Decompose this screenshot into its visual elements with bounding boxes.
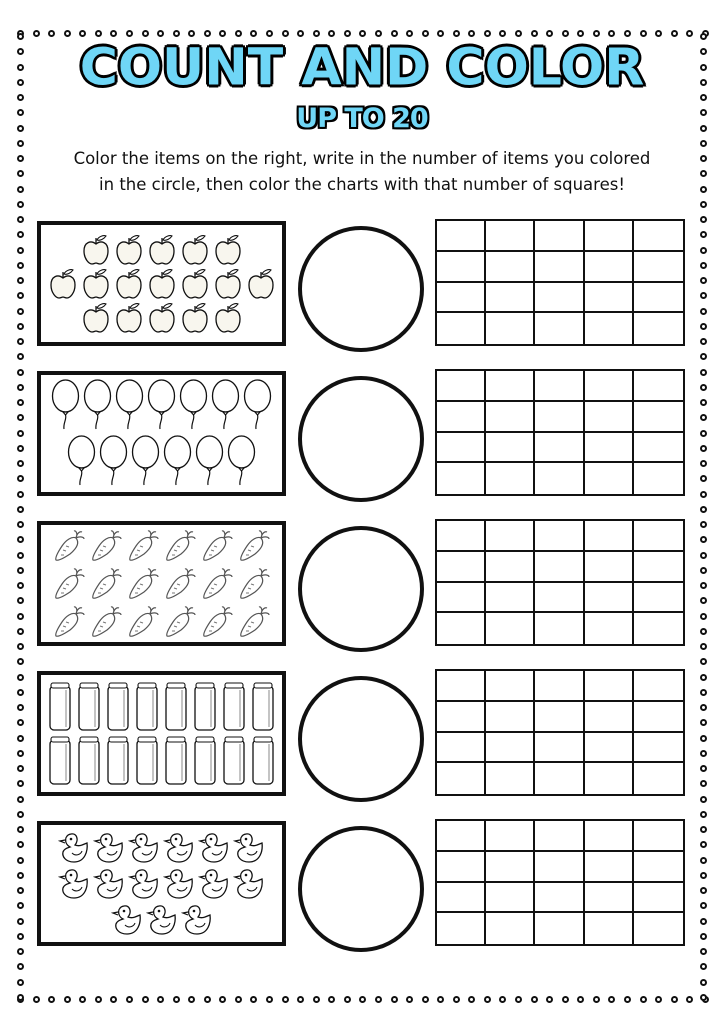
grid-square[interactable] bbox=[437, 313, 486, 344]
grid-square[interactable] bbox=[634, 702, 683, 733]
grid-square[interactable] bbox=[486, 221, 535, 252]
border-dot bbox=[686, 996, 693, 1003]
border-dot bbox=[17, 658, 24, 665]
grid-square[interactable] bbox=[437, 821, 486, 852]
border-dot bbox=[328, 996, 335, 1003]
grid-square[interactable] bbox=[634, 583, 683, 614]
grid-square[interactable] bbox=[486, 671, 535, 702]
grid-square[interactable] bbox=[535, 821, 584, 852]
carrot-icon[interactable] bbox=[126, 528, 160, 564]
can-icon[interactable] bbox=[163, 681, 189, 733]
grid-square[interactable] bbox=[535, 402, 584, 433]
grid-square[interactable] bbox=[535, 733, 584, 764]
grid-square[interactable] bbox=[585, 733, 634, 764]
grid-square[interactable] bbox=[535, 252, 584, 283]
grid-square[interactable] bbox=[585, 583, 634, 614]
can-icon[interactable] bbox=[250, 681, 276, 733]
apple-icon[interactable] bbox=[213, 268, 243, 300]
grid-square[interactable] bbox=[634, 463, 683, 494]
grid-square[interactable] bbox=[437, 552, 486, 583]
carrot-icon[interactable] bbox=[89, 528, 123, 564]
carrot-icon[interactable] bbox=[200, 604, 234, 640]
apple-icon[interactable] bbox=[147, 302, 177, 334]
apple-icon[interactable] bbox=[180, 302, 210, 334]
border-dot bbox=[17, 811, 24, 818]
border-dot bbox=[655, 996, 662, 1003]
apple-icon[interactable] bbox=[147, 268, 177, 300]
grid-square[interactable] bbox=[437, 763, 486, 794]
border-bottom-dots bbox=[17, 996, 709, 1004]
grid-square[interactable] bbox=[634, 283, 683, 314]
grid-square[interactable] bbox=[535, 521, 584, 552]
grid-square[interactable] bbox=[437, 463, 486, 494]
exercise-row-balloons bbox=[0, 371, 724, 499]
duck-icon[interactable] bbox=[128, 831, 160, 865]
duck-icon[interactable] bbox=[198, 831, 230, 865]
grid-square[interactable] bbox=[585, 852, 634, 883]
carrot-icon[interactable] bbox=[200, 528, 234, 564]
can-icon[interactable] bbox=[105, 735, 131, 787]
grid-square[interactable] bbox=[437, 371, 486, 402]
can-icon[interactable] bbox=[192, 735, 218, 787]
border-dot bbox=[250, 996, 257, 1003]
border-dot bbox=[17, 948, 24, 955]
border-dot bbox=[17, 994, 24, 1001]
apple-icon[interactable] bbox=[213, 302, 243, 334]
grid-square[interactable] bbox=[634, 852, 683, 883]
border-dot bbox=[173, 996, 180, 1003]
grid-square[interactable] bbox=[585, 613, 634, 644]
apple-icon[interactable] bbox=[246, 268, 276, 300]
can-icon[interactable] bbox=[221, 735, 247, 787]
balloon-icon[interactable] bbox=[179, 379, 208, 433]
picture-box-ducks[interactable] bbox=[37, 821, 286, 946]
border-dot bbox=[33, 996, 40, 1003]
picture-box-apples[interactable] bbox=[37, 221, 286, 346]
grid-square[interactable] bbox=[486, 852, 535, 883]
duck-icon[interactable] bbox=[93, 867, 125, 901]
grid-square[interactable] bbox=[585, 433, 634, 464]
picture-row bbox=[52, 604, 271, 640]
grid-square[interactable] bbox=[585, 313, 634, 344]
grid-square[interactable] bbox=[535, 852, 584, 883]
grid-square[interactable] bbox=[486, 883, 535, 914]
carrot-icon[interactable] bbox=[163, 604, 197, 640]
grid-square[interactable] bbox=[437, 252, 486, 283]
ten-frame-grid-carrots bbox=[435, 519, 685, 646]
can-icon[interactable] bbox=[105, 681, 131, 733]
border-dot bbox=[64, 996, 71, 1003]
grid-square[interactable] bbox=[437, 733, 486, 764]
border-dot bbox=[593, 996, 600, 1003]
page-subtitle: UP TO 20 bbox=[296, 103, 428, 134]
grid-square[interactable] bbox=[634, 733, 683, 764]
grid-square[interactable] bbox=[634, 671, 683, 702]
border-dot bbox=[110, 996, 117, 1003]
border-dot bbox=[499, 996, 506, 1003]
duck-icon[interactable] bbox=[111, 903, 143, 937]
border-dot bbox=[700, 201, 707, 208]
can-icon[interactable] bbox=[221, 681, 247, 733]
border-dot bbox=[17, 963, 24, 970]
border-dot bbox=[391, 996, 398, 1003]
duck-icon[interactable] bbox=[163, 831, 195, 865]
border-dot bbox=[671, 996, 678, 1003]
grid-square[interactable] bbox=[585, 221, 634, 252]
grid-square[interactable] bbox=[535, 283, 584, 314]
grid-square[interactable] bbox=[437, 852, 486, 883]
border-dot bbox=[700, 506, 707, 513]
grid-square[interactable] bbox=[486, 283, 535, 314]
exercise-row-carrots bbox=[0, 521, 724, 649]
grid-square[interactable] bbox=[535, 913, 584, 944]
duck-icon[interactable] bbox=[146, 903, 178, 937]
grid-square[interactable] bbox=[585, 283, 634, 314]
border-dot bbox=[515, 996, 522, 1003]
instructions-line-2: in the circle, then color the charts with that number of squares! bbox=[99, 175, 625, 194]
duck-icon[interactable] bbox=[93, 831, 125, 865]
duck-icon[interactable] bbox=[233, 867, 265, 901]
grid-square[interactable] bbox=[437, 402, 486, 433]
grid-square[interactable] bbox=[437, 702, 486, 733]
grid-square[interactable] bbox=[486, 402, 535, 433]
grid-square[interactable] bbox=[437, 671, 486, 702]
worksheet-header bbox=[0, 36, 724, 100]
border-dot bbox=[608, 996, 615, 1003]
grid-square[interactable] bbox=[634, 402, 683, 433]
border-dot bbox=[562, 996, 569, 1003]
grid-square[interactable] bbox=[535, 763, 584, 794]
apple-icon[interactable] bbox=[114, 234, 144, 266]
border-dot bbox=[188, 996, 195, 1003]
can-icon[interactable] bbox=[134, 735, 160, 787]
border-dot bbox=[282, 996, 289, 1003]
grid-square[interactable] bbox=[437, 613, 486, 644]
grid-square[interactable] bbox=[486, 521, 535, 552]
grid-square[interactable] bbox=[634, 313, 683, 344]
border-dot bbox=[17, 979, 24, 986]
duck-icon[interactable] bbox=[58, 831, 90, 865]
ten-frame-grid-ducks bbox=[435, 819, 685, 946]
border-dot bbox=[437, 996, 444, 1003]
carrot-icon[interactable] bbox=[52, 528, 86, 564]
border-dot bbox=[640, 996, 647, 1003]
grid-square[interactable] bbox=[585, 252, 634, 283]
balloon-icon[interactable] bbox=[83, 379, 112, 433]
picture-box-carrots[interactable] bbox=[37, 521, 286, 646]
grid-square[interactable] bbox=[585, 702, 634, 733]
carrot-icon[interactable] bbox=[89, 566, 123, 602]
ten-frame-grid-cans bbox=[435, 669, 685, 796]
duck-icon[interactable] bbox=[163, 867, 195, 901]
grid-square[interactable] bbox=[585, 371, 634, 402]
carrot-icon[interactable] bbox=[52, 566, 86, 602]
balloon-icon[interactable] bbox=[51, 379, 80, 433]
duck-icon[interactable] bbox=[181, 903, 213, 937]
can-icon[interactable] bbox=[163, 735, 189, 787]
border-dot bbox=[531, 996, 538, 1003]
grid-square[interactable] bbox=[535, 583, 584, 614]
border-dot bbox=[142, 996, 149, 1003]
balloon-icon[interactable] bbox=[99, 435, 128, 489]
border-dot bbox=[468, 996, 475, 1003]
balloon-icon[interactable] bbox=[67, 435, 96, 489]
grid-square[interactable] bbox=[585, 763, 634, 794]
apple-icon[interactable] bbox=[114, 268, 144, 300]
picture-row bbox=[48, 268, 276, 300]
duck-icon[interactable] bbox=[198, 867, 230, 901]
border-dot bbox=[700, 811, 707, 818]
border-dot bbox=[700, 948, 707, 955]
picture-row bbox=[81, 234, 243, 266]
carrot-icon[interactable] bbox=[163, 566, 197, 602]
picture-row bbox=[58, 831, 265, 865]
carrot-icon[interactable] bbox=[163, 528, 197, 564]
grid-square[interactable] bbox=[585, 402, 634, 433]
border-dot bbox=[126, 996, 133, 1003]
grid-square[interactable] bbox=[437, 883, 486, 914]
instructions-line-1: Color the items on the right, write in the number of items you colored bbox=[73, 149, 651, 168]
grid-square[interactable] bbox=[535, 613, 584, 644]
border-dot bbox=[422, 996, 429, 1003]
grid-square[interactable] bbox=[585, 821, 634, 852]
grid-square[interactable] bbox=[585, 883, 634, 914]
apple-icon[interactable] bbox=[114, 302, 144, 334]
border-dot bbox=[700, 963, 707, 970]
grid-square[interactable] bbox=[535, 671, 584, 702]
border-dot bbox=[266, 996, 273, 1003]
picture-row bbox=[47, 735, 276, 787]
grid-square[interactable] bbox=[486, 371, 535, 402]
border-dot bbox=[313, 996, 320, 1003]
carrot-icon[interactable] bbox=[200, 566, 234, 602]
grid-square[interactable] bbox=[634, 252, 683, 283]
border-dot bbox=[700, 994, 707, 1001]
border-dot bbox=[79, 996, 86, 1003]
answer-circle-ducks[interactable] bbox=[298, 826, 424, 952]
carrot-icon[interactable] bbox=[237, 604, 271, 640]
grid-square[interactable] bbox=[486, 552, 535, 583]
balloon-icon[interactable] bbox=[147, 379, 176, 433]
grid-square[interactable] bbox=[634, 371, 683, 402]
grid-square[interactable] bbox=[535, 433, 584, 464]
can-icon[interactable] bbox=[134, 681, 160, 733]
can-icon[interactable] bbox=[76, 735, 102, 787]
border-dot bbox=[700, 658, 707, 665]
picture-row bbox=[52, 528, 271, 564]
ten-frame-grid-apples bbox=[435, 219, 685, 346]
border-dot bbox=[95, 996, 102, 1003]
picture-row bbox=[58, 867, 265, 901]
exercise-row-apples bbox=[0, 221, 724, 349]
apple-icon[interactable] bbox=[81, 234, 111, 266]
apple-icon[interactable] bbox=[48, 268, 78, 300]
balloon-icon[interactable] bbox=[115, 379, 144, 433]
grid-square[interactable] bbox=[634, 552, 683, 583]
grid-square[interactable] bbox=[486, 733, 535, 764]
grid-square[interactable] bbox=[486, 313, 535, 344]
border-dot bbox=[204, 996, 211, 1003]
carrot-icon[interactable] bbox=[237, 528, 271, 564]
grid-square[interactable] bbox=[437, 433, 486, 464]
border-dot bbox=[17, 201, 24, 208]
carrot-icon[interactable] bbox=[237, 566, 271, 602]
balloon-icon[interactable] bbox=[195, 435, 224, 489]
answer-circle-balloons[interactable] bbox=[298, 376, 424, 502]
grid-square[interactable] bbox=[585, 552, 634, 583]
apple-icon[interactable] bbox=[147, 234, 177, 266]
picture-box-cans[interactable] bbox=[37, 671, 286, 796]
border-dot bbox=[17, 186, 24, 193]
answer-circle-apples[interactable] bbox=[298, 226, 424, 352]
ten-frame-grid-balloons bbox=[435, 369, 685, 496]
balloon-icon[interactable] bbox=[243, 379, 272, 433]
can-icon[interactable] bbox=[192, 681, 218, 733]
duck-icon[interactable] bbox=[128, 867, 160, 901]
border-dot bbox=[219, 996, 226, 1003]
instructions bbox=[40, 146, 684, 198]
border-dot bbox=[453, 996, 460, 1003]
can-icon[interactable] bbox=[76, 681, 102, 733]
grid-square[interactable] bbox=[634, 883, 683, 914]
exercise-row-ducks bbox=[0, 821, 724, 949]
grid-square[interactable] bbox=[634, 613, 683, 644]
border-dot bbox=[359, 996, 366, 1003]
picture-row bbox=[52, 566, 271, 602]
border-dot bbox=[700, 140, 707, 147]
grid-square[interactable] bbox=[535, 371, 584, 402]
carrot-icon[interactable] bbox=[52, 604, 86, 640]
picture-row bbox=[81, 302, 243, 334]
duck-icon[interactable] bbox=[58, 867, 90, 901]
balloon-icon[interactable] bbox=[227, 435, 256, 489]
border-dot bbox=[17, 353, 24, 360]
carrot-icon[interactable] bbox=[89, 604, 123, 640]
grid-square[interactable] bbox=[634, 221, 683, 252]
border-dot bbox=[577, 996, 584, 1003]
apple-icon[interactable] bbox=[180, 268, 210, 300]
balloon-icon[interactable] bbox=[163, 435, 192, 489]
grid-square[interactable] bbox=[486, 252, 535, 283]
border-dot bbox=[624, 996, 631, 1003]
carrot-icon[interactable] bbox=[126, 604, 160, 640]
border-dot bbox=[48, 996, 55, 1003]
grid-square[interactable] bbox=[486, 763, 535, 794]
border-dot bbox=[17, 140, 24, 147]
grid-square[interactable] bbox=[634, 521, 683, 552]
grid-square[interactable] bbox=[634, 763, 683, 794]
grid-square[interactable] bbox=[437, 521, 486, 552]
picture-row bbox=[67, 435, 256, 489]
grid-square[interactable] bbox=[585, 671, 634, 702]
grid-square[interactable] bbox=[585, 521, 634, 552]
border-dot bbox=[406, 996, 413, 1003]
can-icon[interactable] bbox=[47, 735, 73, 787]
grid-square[interactable] bbox=[535, 883, 584, 914]
border-dot bbox=[700, 170, 707, 177]
grid-square[interactable] bbox=[535, 313, 584, 344]
picture-row bbox=[111, 903, 213, 937]
can-icon[interactable] bbox=[47, 681, 73, 733]
grid-square[interactable] bbox=[486, 702, 535, 733]
border-dot bbox=[700, 155, 707, 162]
grid-square[interactable] bbox=[437, 583, 486, 614]
answer-circle-cans[interactable] bbox=[298, 676, 424, 802]
grid-square[interactable] bbox=[486, 463, 535, 494]
border-dot bbox=[700, 979, 707, 986]
border-dot bbox=[17, 170, 24, 177]
grid-square[interactable] bbox=[486, 913, 535, 944]
border-dot bbox=[546, 996, 553, 1003]
duck-icon[interactable] bbox=[233, 831, 265, 865]
balloon-icon[interactable] bbox=[131, 435, 160, 489]
border-dot bbox=[17, 155, 24, 162]
border-dot bbox=[17, 506, 24, 513]
grid-square[interactable] bbox=[535, 552, 584, 583]
grid-square[interactable] bbox=[535, 463, 584, 494]
border-dot bbox=[375, 996, 382, 1003]
grid-square[interactable] bbox=[486, 613, 535, 644]
border-dot bbox=[157, 996, 164, 1003]
can-icon[interactable] bbox=[250, 735, 276, 787]
grid-square[interactable] bbox=[535, 702, 584, 733]
grid-square[interactable] bbox=[486, 821, 535, 852]
grid-square[interactable] bbox=[585, 463, 634, 494]
picture-row bbox=[47, 681, 276, 733]
grid-square[interactable] bbox=[437, 283, 486, 314]
grid-square[interactable] bbox=[634, 433, 683, 464]
grid-square[interactable] bbox=[585, 913, 634, 944]
apple-icon[interactable] bbox=[213, 234, 243, 266]
border-dot bbox=[344, 996, 351, 1003]
apple-icon[interactable] bbox=[81, 268, 111, 300]
border-dot bbox=[700, 186, 707, 193]
grid-square[interactable] bbox=[634, 821, 683, 852]
border-dot bbox=[484, 996, 491, 1003]
apple-icon[interactable] bbox=[180, 234, 210, 266]
grid-square[interactable] bbox=[486, 433, 535, 464]
border-dot bbox=[235, 996, 242, 1003]
picture-box-balloons[interactable] bbox=[37, 371, 286, 496]
grid-square[interactable] bbox=[535, 221, 584, 252]
carrot-icon[interactable] bbox=[126, 566, 160, 602]
picture-row bbox=[51, 379, 272, 433]
grid-square[interactable] bbox=[437, 913, 486, 944]
grid-square[interactable] bbox=[634, 913, 683, 944]
answer-circle-carrots[interactable] bbox=[298, 526, 424, 652]
grid-square[interactable] bbox=[486, 583, 535, 614]
exercise-row-cans bbox=[0, 671, 724, 799]
grid-square[interactable] bbox=[437, 221, 486, 252]
border-dot bbox=[297, 996, 304, 1003]
apple-icon[interactable] bbox=[81, 302, 111, 334]
border-dot bbox=[700, 353, 707, 360]
balloon-icon[interactable] bbox=[211, 379, 240, 433]
page-title: COUNT AND COLOR bbox=[79, 38, 645, 98]
